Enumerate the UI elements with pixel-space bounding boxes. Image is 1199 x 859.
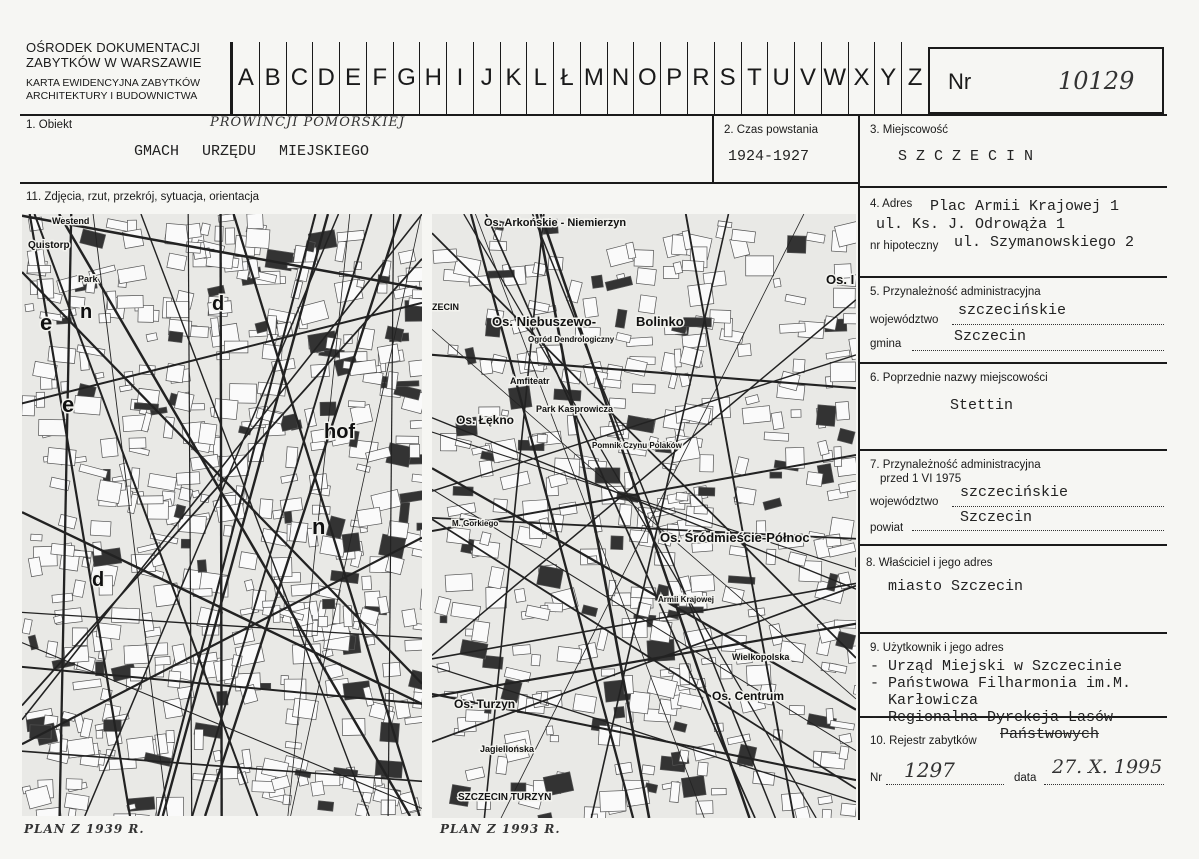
map-block: [780, 323, 806, 333]
map-block: [737, 344, 751, 357]
map-block: [284, 679, 306, 700]
map-block: [634, 250, 653, 267]
map-label: Pomnik Czynu Polaków: [592, 441, 682, 450]
uzytkownik-line-1: - Urząd Miejski w Szczecinie: [870, 658, 1123, 675]
map-label: Quistorp: [28, 240, 70, 251]
map-block: [30, 725, 52, 739]
map-block: [690, 495, 703, 507]
map-block: [114, 814, 136, 816]
map-1939-caption: PLAN Z 1939 R.: [24, 822, 145, 836]
index-letter: A: [232, 42, 259, 114]
map-block: [39, 420, 67, 436]
map-block: [573, 694, 597, 713]
rejestr-nr-label: Nr: [870, 772, 883, 784]
map-block: [348, 401, 365, 408]
map-block: [117, 295, 143, 308]
map-block: [496, 756, 508, 774]
rejestr-nr-value: 1297: [904, 758, 955, 782]
map-block: [670, 782, 680, 803]
divider-header: [20, 114, 1167, 116]
org-line-2: ZABYTKÓW W WARSZAWIE: [26, 55, 202, 70]
map-block: [190, 404, 204, 410]
map-block: [239, 552, 258, 570]
map-block: [488, 270, 514, 278]
map-block: [323, 599, 335, 609]
map-block: [198, 423, 217, 445]
map-block: [420, 529, 422, 542]
map-block: [440, 434, 456, 451]
powiat-field: [912, 508, 1164, 531]
map-block: [318, 801, 334, 811]
obiekt-label: 1. Obiekt: [26, 119, 73, 131]
map-block: [691, 575, 715, 592]
map-block: [80, 352, 90, 371]
map-label: Amfiteatr: [510, 376, 550, 386]
map-block: [833, 288, 855, 308]
map-block: [742, 406, 771, 424]
uzytkownik-label: 9. Użytkownik i jego adres: [870, 642, 1004, 654]
miejscowosc-value: S Z C Z E C I N: [898, 148, 1034, 165]
map-block: [841, 803, 856, 816]
map-block: [174, 392, 194, 412]
map-block: [66, 779, 82, 790]
map-label: Os. Turzyn: [454, 697, 516, 711]
map-block: [514, 589, 526, 603]
map-block: [557, 647, 582, 664]
map-block: [753, 771, 775, 785]
wojewodztwo-value: szczecińskie: [958, 302, 1067, 319]
map-block: [830, 362, 855, 382]
adres-line-1: Plac Armii Krajowej 1: [930, 198, 1120, 215]
map-block: [181, 539, 190, 548]
card-type: [26, 77, 200, 103]
przynal1975-label-2: przed 1 VI 1975: [880, 473, 962, 485]
map-label: hof: [324, 421, 356, 443]
map-block: [211, 318, 220, 337]
map-block: [603, 379, 621, 388]
map-block: [445, 574, 473, 592]
map-block: [806, 472, 823, 487]
map-block: [771, 412, 784, 430]
map-block: [104, 720, 122, 732]
map-label: d: [212, 293, 225, 315]
map-block: [537, 565, 564, 588]
czas-value: 1924-1927: [728, 148, 810, 165]
map-block: [155, 656, 170, 665]
org-name: [26, 40, 202, 70]
map-block: [824, 316, 838, 330]
hipoteczny-label: nr hipoteczny: [870, 240, 939, 252]
uzytkownik-line-2: - Państwowa Filharmonia im.M.: [870, 675, 1132, 692]
map-block: [816, 405, 836, 427]
map-label: ZECIN: [432, 302, 459, 312]
map-block: [615, 762, 633, 774]
map-block: [480, 359, 493, 375]
map-block: [711, 788, 726, 795]
map-block: [676, 492, 688, 501]
divider-adres: [858, 276, 1167, 278]
gmina-field: [912, 328, 1164, 351]
map-block: [362, 576, 372, 590]
map-block: [357, 507, 382, 527]
index-letter: Y: [874, 42, 901, 114]
divider-row1: [20, 182, 860, 184]
map-block: [259, 499, 273, 519]
map-label: e: [40, 310, 53, 335]
map-block: [90, 521, 111, 537]
map-block: [632, 384, 655, 393]
map-1939: [22, 214, 422, 816]
map-label: n: [312, 514, 326, 539]
map-label: Os. Arkońskie - Niemierzyn: [484, 217, 627, 229]
map-block: [197, 560, 206, 573]
adres-label: 4. Adres: [870, 198, 913, 210]
index-letter: R: [687, 42, 714, 114]
map-label: Ogród Dendrologiczny: [528, 335, 615, 344]
map-block: [51, 543, 75, 556]
zdjecia-label: 11. Zdjęcia, rzut, przekrój, sytuacja, orientacja: [26, 191, 260, 203]
divider-miejscowosc: [858, 186, 1167, 188]
map-block: [611, 536, 624, 550]
index-letter: T: [741, 42, 768, 114]
map-block: [787, 236, 806, 254]
index-letter: I: [446, 42, 473, 114]
map-label: e: [62, 392, 75, 417]
org-line-1: OŚRODEK DOKUMENTACJI: [26, 40, 201, 55]
map-block: [486, 587, 507, 608]
map-block: [839, 733, 852, 743]
map-label: Armii Krajowej: [658, 595, 715, 604]
map-label: Os. Niebuszewo-: [492, 314, 597, 329]
card-type-line-1: KARTA EWIDENCYJNA ZABYTKÓW: [26, 77, 201, 89]
map-block: [31, 534, 43, 541]
map-block: [636, 268, 656, 286]
map-block: [826, 534, 841, 547]
map-block: [559, 502, 577, 516]
map-block: [746, 256, 774, 276]
map-block: [591, 275, 603, 288]
map-block: [357, 280, 365, 288]
map-block: [168, 671, 181, 688]
gmina-value: Szczecin: [954, 328, 1027, 345]
map-block: [844, 314, 856, 325]
adres-line-2: ul. Ks. J. Odrowąża 1: [876, 216, 1066, 233]
map-block: [405, 639, 422, 651]
map-block: [399, 502, 410, 523]
map-block: [642, 765, 655, 775]
map-block: [374, 775, 382, 786]
map-block: [834, 447, 842, 467]
wojewodztwo-label: województwo: [870, 314, 939, 326]
index-letter: K: [500, 42, 527, 114]
map-block: [72, 628, 87, 646]
map-block: [412, 290, 422, 299]
map-block: [124, 645, 149, 664]
map-block: [64, 793, 89, 811]
map-block: [433, 249, 457, 264]
map-block: [111, 608, 139, 624]
map-block: [383, 662, 401, 677]
map-block: [221, 766, 238, 779]
map-block: [764, 432, 789, 441]
map-label: Westend: [52, 216, 90, 226]
map-block: [684, 318, 712, 327]
gmina-label: gmina: [870, 338, 902, 350]
map-block: [600, 791, 626, 812]
map-block: [215, 226, 223, 241]
adres-line-3: ul. Szymanowskiego 2: [954, 234, 1135, 251]
obiekt-note: PROWINCJI POMORSKIEJ: [210, 115, 406, 130]
map-block: [410, 419, 422, 428]
uzytkownik-line-4: - Regionalna Dyrekcja Lasów: [870, 709, 1114, 726]
divider-right-column: [858, 114, 860, 820]
map-label: Os. I: [826, 272, 855, 287]
map-block: [176, 472, 200, 485]
index-letter: E: [339, 42, 366, 114]
map-block: [320, 402, 336, 416]
map-block: [246, 228, 270, 248]
map-block: [100, 438, 118, 458]
map-block: [791, 410, 801, 418]
woj1975-value: szczecińskie: [960, 484, 1069, 501]
index-letter: M: [580, 42, 607, 114]
map-label: Os. Śródmieście-Północ: [660, 530, 810, 545]
map-block: [168, 331, 183, 343]
map-block: [72, 550, 91, 557]
map-block: [385, 556, 404, 575]
poprzednie-value: Stettin: [950, 397, 1014, 414]
divider-przynal: [858, 362, 1167, 364]
wojewodztwo-field: [952, 302, 1164, 325]
index-letter: S: [714, 42, 741, 114]
divider-wlasciciel: [858, 632, 1167, 634]
divider-przynal1975: [858, 544, 1167, 546]
map-label: SZCZECIN TURZYN: [458, 792, 552, 803]
map-label: Os. Łękno: [456, 413, 515, 427]
index-letter: Ł: [553, 42, 580, 114]
index-letter: X: [848, 42, 875, 114]
divider-poprzednie: [858, 449, 1167, 451]
map-label: n: [80, 301, 93, 323]
index-letter: Z: [901, 42, 928, 114]
map-block: [409, 359, 422, 377]
map-block: [96, 372, 105, 378]
wlasciciel-label: 8. Właściciel i jego adres: [866, 557, 993, 569]
map-block: [129, 438, 146, 449]
map-block: [836, 401, 850, 420]
index-letter: O: [633, 42, 660, 114]
map-label: M. Gorkiego: [452, 519, 499, 528]
map-block: [247, 214, 264, 229]
index-letter: C: [286, 42, 313, 114]
map-block: [682, 334, 707, 349]
rejestr-data-label: data: [1014, 772, 1037, 784]
index-letter: U: [767, 42, 794, 114]
woj1975-label: województwo: [870, 496, 939, 508]
map-block: [639, 295, 657, 314]
uzytkownik-line-5: Państwowych: [1000, 726, 1100, 743]
map-block: [25, 304, 34, 312]
map-block: [770, 472, 782, 478]
map-block: [96, 730, 103, 738]
map-block: [681, 775, 706, 797]
index-letter: D: [312, 42, 339, 114]
map-label: Park: [78, 274, 98, 284]
map-block: [343, 361, 351, 369]
map-block: [402, 609, 417, 627]
powiat-label: powiat: [870, 522, 904, 534]
map-block: [448, 345, 458, 355]
nr-box: [928, 47, 1164, 114]
map-block: [839, 746, 849, 760]
map-label: Park Kasprowicza: [536, 404, 614, 414]
map-block: [74, 396, 101, 416]
przynal1975-label-1: 7. Przynależność administracyjna: [870, 459, 1041, 471]
index-letter: L: [526, 42, 553, 114]
obiekt-value: GMACH URZĘDU MIEJSKIEGO: [134, 143, 370, 160]
map-block: [700, 455, 714, 472]
czas-label: 2. Czas powstania: [724, 124, 818, 136]
map-block: [561, 369, 581, 384]
map-block: [22, 396, 35, 416]
map-block: [682, 260, 704, 271]
map-label: d: [92, 569, 105, 591]
map-label: Os. Centrum: [712, 689, 785, 703]
rejestr-data-value: 27. X. 1995: [1052, 756, 1163, 778]
map-block: [155, 734, 168, 755]
map-label: Bolinko: [636, 314, 684, 329]
nr-label: Nr: [948, 69, 972, 94]
powiat-value: Szczecin: [960, 509, 1033, 526]
map-block: [190, 326, 209, 338]
map-block: [472, 621, 490, 643]
index-letter: B: [259, 42, 286, 114]
map-block: [167, 253, 187, 271]
map-block: [311, 781, 325, 796]
alphabet-index: [232, 42, 928, 114]
rejestr-data-field: [1044, 756, 1164, 785]
map-block: [793, 359, 805, 373]
map-block: [855, 558, 856, 567]
map-block: [822, 809, 832, 818]
wlasciciel-value: miasto Szczecin: [888, 578, 1024, 595]
uzytkownik-line-3: Karłowicza: [888, 692, 979, 709]
nr-value: 10129: [1058, 67, 1135, 95]
rejestr-label: 10. Rejestr zabytków: [870, 735, 977, 747]
map-block: [99, 313, 111, 322]
map-block: [292, 698, 318, 720]
map-block: [122, 229, 143, 249]
map-block: [698, 487, 714, 496]
rejestr-nr-field: [886, 760, 1004, 785]
map-block: [629, 691, 650, 714]
map-block: [550, 736, 558, 742]
map-block: [410, 444, 420, 457]
map-1993-caption: PLAN Z 1993 R.: [440, 822, 561, 836]
poprzednie-label: 6. Poprzednie nazwy miejscowości: [870, 372, 1048, 384]
map-label: Wielkopolska: [732, 652, 790, 662]
index-letter: P: [660, 42, 687, 114]
map-block: [396, 436, 419, 444]
map-block: [531, 654, 540, 666]
map-block: [378, 284, 387, 293]
map-block: [377, 344, 400, 364]
map-block: [546, 726, 553, 735]
map-block: [789, 706, 804, 715]
miejscowosc-label: 3. Miejscowość: [870, 124, 948, 136]
map-1993-drawing: [432, 214, 856, 818]
map-block: [697, 762, 708, 776]
map-1993: [432, 214, 856, 818]
map-block: [513, 645, 531, 656]
index-letter: J: [473, 42, 500, 114]
map-block: [537, 434, 547, 443]
index-letter: F: [366, 42, 393, 114]
map-label: Jagiellońska: [480, 744, 535, 754]
card-type-line-2: ARCHITEKTURY I BUDOWNICTWA: [26, 90, 198, 102]
map-block: [97, 480, 122, 504]
index-letter: V: [794, 42, 821, 114]
map-block: [773, 278, 781, 287]
przynal-label: 5. Przynależność administracyjna: [870, 286, 1041, 298]
index-letter: N: [607, 42, 634, 114]
map-block: [225, 228, 235, 244]
index-letter: H: [419, 42, 446, 114]
index-letter: G: [393, 42, 420, 114]
woj1975-field: [952, 484, 1164, 507]
map-block: [194, 729, 203, 749]
map-block: [318, 617, 327, 627]
map-block: [674, 349, 681, 367]
map-block: [166, 730, 175, 742]
divider-czas: [712, 114, 714, 182]
map-1939-drawing: [22, 214, 422, 816]
map-block: [291, 583, 319, 596]
index-letter: W: [821, 42, 848, 114]
map-block: [731, 229, 755, 243]
map-block: [440, 616, 447, 623]
divider-header-left: [230, 42, 232, 114]
